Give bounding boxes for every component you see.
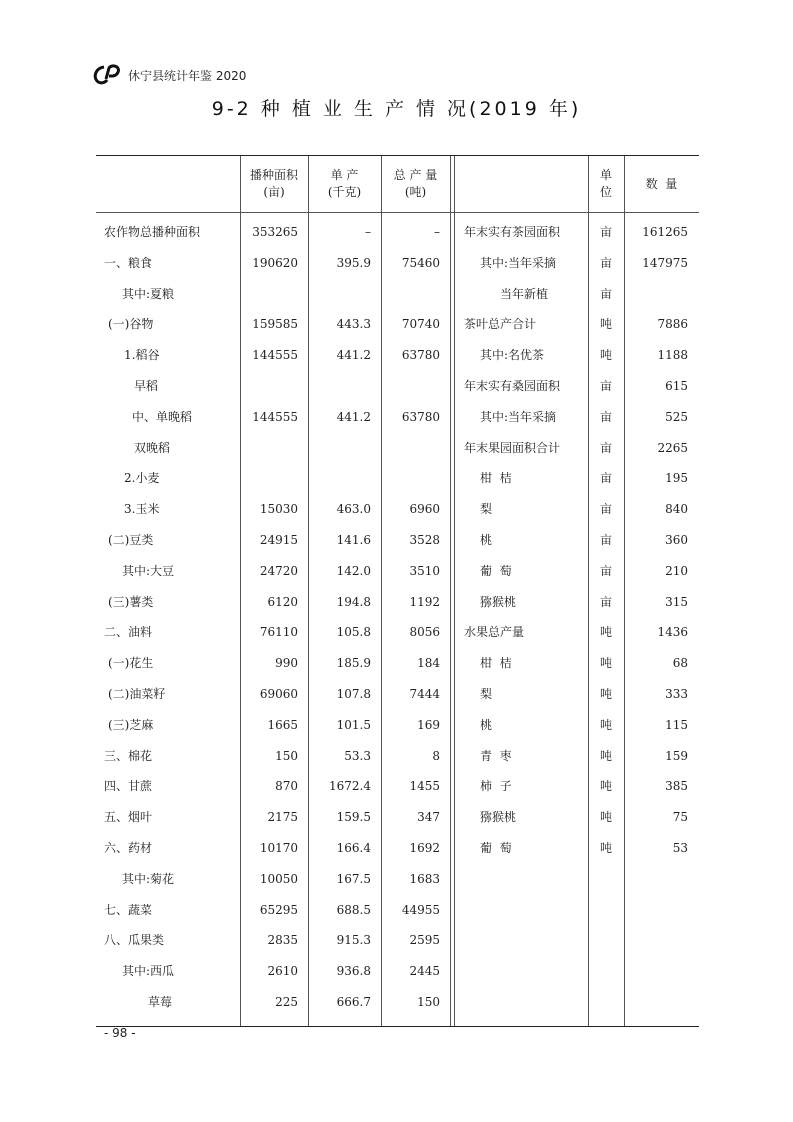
total-output-value: 2445: [409, 964, 440, 979]
sown-area-value: 65295: [259, 902, 298, 917]
row-label: 水果总产量: [464, 625, 525, 640]
row-label: 3.玉米: [124, 502, 160, 517]
unit-yield-value: 105.8: [336, 625, 371, 640]
table-row: [96, 248, 699, 279]
header-line: (吨): [404, 185, 427, 199]
header-unit-yield: [308, 160, 381, 208]
unit-yield-value: 936.8: [336, 964, 371, 979]
unit-value: 亩: [599, 533, 612, 547]
row-label: 三、棉花: [104, 748, 153, 763]
unit-yield-value: 441.2: [336, 409, 371, 424]
row-label: 中、单晚稻: [132, 409, 193, 424]
row-label: 柿 子: [480, 779, 512, 794]
unit-yield-value: 915.3: [336, 933, 371, 948]
sown-area-value: 150: [275, 748, 298, 763]
unit-yield-value: 141.6: [336, 533, 371, 547]
row-label: 茶叶总产合计: [464, 317, 537, 332]
sown-area-value: 144555: [252, 348, 298, 363]
unit-yield-value: 167.5: [336, 871, 371, 886]
unit-value: 吨: [599, 687, 612, 701]
row-label: 2.小麦: [124, 471, 160, 486]
quantity-value: 210: [665, 563, 688, 578]
unit-value: 吨: [599, 841, 612, 855]
sown-area-value: 870: [275, 779, 298, 794]
table-row: [96, 279, 699, 310]
table-row: [96, 833, 699, 864]
quantity-value: 195: [665, 471, 688, 486]
quantity-value: 1188: [657, 348, 688, 363]
total-output-value: 8: [432, 748, 440, 763]
row-label: 早稻: [134, 379, 159, 393]
quantity-value: 840: [665, 502, 688, 517]
unit-value: 亩: [599, 286, 612, 301]
quantity-value: 115: [665, 717, 688, 732]
table-row: [96, 402, 699, 433]
total-output-value: 75460: [401, 255, 440, 270]
unit-yield-value: 194.8: [336, 594, 371, 609]
header-total-output: [381, 160, 450, 208]
header-line: 位: [599, 185, 612, 199]
row-label: 桃: [480, 717, 493, 732]
unit-yield-value: 166.4: [336, 841, 371, 855]
table-row: [96, 679, 699, 710]
total-output-value: 70740: [401, 317, 440, 332]
unit-yield-value: 185.9: [336, 656, 371, 671]
sown-area-value: 2835: [267, 933, 298, 948]
unit-yield-value: 441.2: [336, 348, 371, 363]
row-label: 梨: [480, 687, 493, 701]
row-label: 1.稻谷: [124, 348, 160, 363]
quantity-value: 75: [672, 810, 688, 825]
header-sown-area: [240, 160, 308, 208]
quantity-value: 147975: [642, 255, 688, 270]
unit-value: 亩: [599, 255, 612, 270]
total-output-value: 1683: [409, 871, 440, 886]
quantity-value: 53: [672, 841, 688, 855]
sown-area-value: 144555: [252, 409, 298, 424]
row-label: 二、油料: [104, 625, 153, 640]
total-output-value: 7444: [409, 687, 440, 701]
yearbook-logo-icon: [92, 64, 122, 86]
header-line: 数 量: [645, 176, 678, 191]
sown-area-value: 69060: [259, 687, 298, 701]
quantity-value: 525: [665, 409, 688, 424]
unit-value: 亩: [599, 594, 612, 609]
row-label: 青 枣: [480, 748, 512, 763]
quantity-value: 2265: [657, 440, 688, 455]
sown-area-value: 24915: [259, 533, 298, 547]
row-label: 葡 萄: [480, 563, 512, 578]
unit-yield-value: 53.3: [344, 748, 371, 763]
sown-area-value: 6120: [267, 594, 298, 609]
unit-value: 亩: [599, 440, 612, 455]
sown-area-value: 1665: [267, 717, 298, 732]
unit-value: 吨: [599, 656, 612, 671]
sown-area-value: 159585: [252, 317, 298, 332]
row-label: 其中:大豆: [122, 563, 175, 578]
header-line: 单: [599, 168, 612, 182]
quantity-value: 385: [665, 779, 688, 794]
unit-value: 吨: [599, 810, 612, 825]
table-row: [96, 617, 699, 648]
table-row: [96, 864, 699, 895]
row-label: 梨: [480, 502, 493, 517]
quantity-value: 161265: [642, 225, 688, 239]
row-label: 柑 桔: [480, 471, 512, 486]
row-label: 柑 桔: [480, 656, 512, 671]
unit-yield-value: 395.9: [336, 255, 371, 270]
table-row: [96, 525, 699, 556]
row-label: 五、烟叶: [104, 810, 153, 825]
row-label: 年末实有桑园面积: [464, 379, 561, 393]
table-row: [96, 494, 699, 525]
row-label: 年末实有茶园面积: [464, 225, 561, 239]
total-output-value: 8056: [409, 625, 440, 640]
total-output-value: 6960: [409, 502, 440, 517]
yearbook-name: 休宁县统计年鉴 2020: [128, 68, 247, 83]
unit-value: 亩: [599, 563, 612, 578]
total-output-value: 1692: [409, 841, 440, 855]
table-row: [96, 987, 699, 1018]
row-label: 其中:当年采摘: [480, 255, 557, 270]
total-output-value: 2595: [409, 933, 440, 948]
header-line: 总 产 量: [393, 168, 438, 182]
quantity-value: 1436: [657, 625, 688, 640]
row-label: 农作物总播种面积: [104, 225, 201, 239]
table-row: [96, 463, 699, 494]
row-label: 当年新植: [500, 286, 549, 301]
table-row: [96, 340, 699, 371]
page-title: 9-2 种 植 业 生 产 情 况(2019 年): [211, 98, 582, 120]
table-row: [96, 925, 699, 956]
sown-area-value: 990: [275, 656, 298, 671]
table-row: [96, 433, 699, 464]
page-number: - 98 -: [104, 1026, 136, 1040]
crop-production-table: [96, 155, 699, 1027]
total-output-value: 150: [417, 995, 440, 1009]
sown-area-value: 353265: [252, 225, 298, 239]
quantity-value: [624, 279, 688, 310]
header-quantity: [624, 160, 699, 208]
row-label: 六、药材: [104, 841, 153, 855]
header-line: 单 产: [330, 168, 359, 182]
table-row: [96, 802, 699, 833]
row-label: (二)豆类: [108, 533, 154, 547]
total-output-value: –: [434, 225, 440, 239]
table-row: [96, 956, 699, 987]
total-output-value: 63780: [401, 409, 440, 424]
unit-value: 亩: [599, 409, 612, 424]
row-label: 七、蔬菜: [104, 902, 153, 917]
sown-area-value: 190620: [252, 255, 298, 270]
sown-area-value: 10170: [259, 841, 298, 855]
row-label: 其中:西瓜: [122, 964, 175, 979]
sown-area-value: 76110: [259, 625, 298, 640]
row-label: 草莓: [148, 995, 173, 1009]
unit-yield-value: 463.0: [336, 502, 371, 517]
total-output-value: 63780: [401, 348, 440, 363]
total-output-value: 184: [417, 656, 440, 671]
unit-value: 亩: [599, 471, 612, 486]
unit-yield-value: 688.5: [336, 902, 371, 917]
unit-value: 亩: [599, 379, 612, 393]
quantity-value: 615: [665, 379, 688, 393]
unit-value: 吨: [599, 625, 612, 640]
unit-yield-value: 443.3: [336, 317, 371, 332]
quantity-value: 159: [665, 748, 688, 763]
table-row: [96, 309, 699, 340]
unit-value: 吨: [599, 348, 612, 363]
header-line: (亩): [263, 185, 285, 199]
row-label: 年末果园面积合计: [464, 440, 561, 455]
unit-value: 亩: [599, 225, 612, 239]
total-output-value: 44955: [401, 902, 440, 917]
unit-yield-value: 107.8: [336, 687, 371, 701]
row-label: 一、粮食: [104, 255, 153, 270]
header-unit: [588, 160, 624, 208]
table-row: [96, 217, 699, 248]
row-label: 其中:当年采摘: [480, 409, 557, 424]
unit-value: 吨: [599, 748, 612, 763]
header-line: (千克): [327, 185, 362, 199]
unit-value: 吨: [599, 717, 612, 732]
sown-area-value: 2610: [267, 964, 298, 979]
quantity-value: 360: [665, 533, 688, 547]
sown-area-value: 2175: [267, 810, 298, 825]
row-label: (三)芝麻: [108, 717, 154, 732]
sown-area-value: 24720: [259, 563, 298, 578]
row-label: (二)油菜籽: [108, 687, 166, 701]
row-label: (一)谷物: [108, 317, 154, 332]
table-row: [96, 710, 699, 741]
table-row: [96, 741, 699, 772]
table-row: [96, 587, 699, 618]
total-output-value: 1192: [409, 594, 440, 609]
row-label: 其中:夏粮: [122, 286, 175, 301]
table-row: [96, 371, 699, 402]
table-row: [96, 771, 699, 802]
unit-yield-value: 101.5: [336, 717, 371, 732]
header-rule: [96, 212, 699, 213]
row-label: 桃: [480, 533, 493, 547]
unit-value: 吨: [599, 317, 612, 332]
quantity-value: 68: [672, 656, 688, 671]
row-label: 四、甘蔗: [104, 779, 153, 794]
total-output-value: 169: [417, 717, 440, 732]
header-line: 播种面积: [249, 168, 298, 182]
row-label: 葡 萄: [480, 841, 512, 855]
table-row: [96, 556, 699, 587]
table-row: [96, 648, 699, 679]
running-header: [92, 64, 246, 86]
unit-yield-value: –: [365, 225, 371, 239]
sown-area-value: 10050: [259, 871, 298, 886]
row-label: (一)花生: [108, 656, 154, 671]
total-output-value: 1455: [409, 779, 440, 794]
row-label: 猕猴桃: [480, 810, 517, 825]
row-label: 其中:菊花: [122, 871, 175, 886]
row-label: (三)薯类: [108, 594, 154, 609]
quantity-value: 333: [665, 687, 688, 701]
sown-area-value: 15030: [259, 502, 298, 517]
unit-yield-value: 142.0: [336, 563, 371, 578]
row-label: 其中:名优茶: [480, 348, 545, 363]
row-label: 双晚稻: [134, 440, 171, 455]
table-row: [96, 895, 699, 926]
total-output-value: 347: [417, 810, 440, 825]
unit-value: 吨: [599, 779, 612, 794]
row-label: 猕猴桃: [480, 594, 517, 609]
unit-value: 亩: [599, 502, 612, 517]
row-label: 八、瓜果类: [104, 933, 165, 948]
unit-yield-value: 1672.4: [329, 779, 371, 794]
quantity-value: 315: [665, 594, 688, 609]
sown-area-value: 225: [275, 995, 298, 1009]
unit-yield-value: 666.7: [336, 995, 371, 1009]
unit-yield-value: 159.5: [336, 810, 371, 825]
total-output-value: 3510: [409, 563, 440, 578]
quantity-value: 7886: [657, 317, 688, 332]
total-output-value: 3528: [409, 533, 440, 547]
